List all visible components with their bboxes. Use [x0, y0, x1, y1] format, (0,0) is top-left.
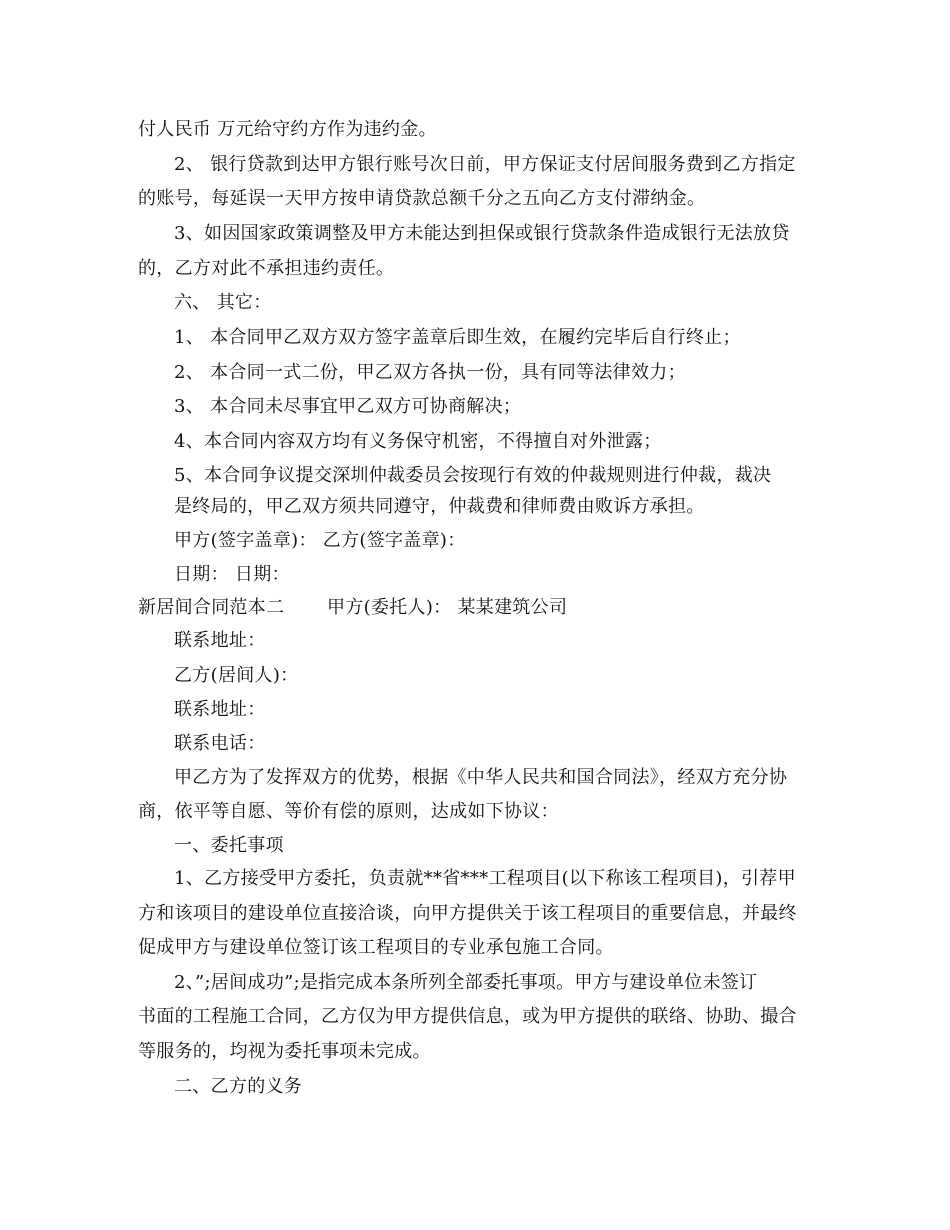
text-line: 2、 本合同一式二份，甲乙双方各执一份，具有同等法律效力；	[174, 362, 686, 383]
contract-title-line: 新居间合同范本二 甲方(委托人)： 某某建筑公司	[138, 597, 568, 618]
text-line: 联系地址：	[174, 699, 266, 720]
text-line: 书面的工程施工合同，乙方仅为甲方提供信息，或为甲方提供的联络、协助、撮合	[138, 1006, 797, 1027]
text-line: 是终局的，甲乙双方须共同遵守，仲裁费和律师费由败诉方承担。	[174, 496, 705, 517]
text-line: 商，依平等自愿、等价有偿的原则，达成如下协议：	[138, 801, 559, 822]
text-line: 1、乙方接受甲方委托，负责就**省***工程项目(以下称该工程项目)，引荐甲	[174, 868, 796, 889]
text-line: 的，乙方对此不承担违约责任。	[138, 258, 395, 279]
text-line: 3、 本合同未尽事宜甲乙双方可协商解决；	[174, 396, 522, 417]
section-heading: 一、委托事项	[174, 835, 284, 856]
text-line: 的账号，每延误一天甲方按申请贷款总额千分之五向乙方支付滞纳金。	[138, 188, 706, 209]
text-line: 1、 本合同甲乙双方双方签字盖章后即生效，在履约完毕后自行终止；	[174, 327, 741, 348]
text-line: 付人民币 万元给守约方作为违约金。	[138, 119, 437, 140]
text-line: 促成甲方与建设单位签订该工程项目的专业承包施工合同。	[138, 937, 614, 958]
text-line: 联系地址：	[174, 630, 266, 651]
text-line: 乙方(居间人)：	[174, 665, 299, 686]
text-line: 联系电话：	[174, 733, 266, 754]
text-line: 2、 银行贷款到达甲方银行账号次日前，甲方保证支付居间服务费到乙方指定	[174, 154, 796, 175]
text-line: 等服务的，均视为委托事项未完成。	[138, 1041, 431, 1062]
signature-line: 甲方(签字盖章)： 乙方(签字盖章)：	[174, 530, 466, 551]
text-line: 4、本合同内容双方均有义务保守机密，不得擅自对外泄露；	[174, 431, 662, 452]
text-line: 方和该项目的建设单位直接洽谈，向甲方提供关于该工程项目的重要信息，并最终	[138, 903, 797, 924]
text-line: 5、本合同争议提交深圳仲裁委员会按现行有效的仲裁规则进行仲裁，裁决	[174, 465, 772, 486]
date-line: 日期： 日期：	[174, 564, 290, 585]
section-heading: 六、 其它：	[174, 292, 272, 313]
section-heading: 二、乙方的义务	[174, 1076, 303, 1097]
text-line: 甲乙方为了发挥双方的优势，根据《中华人民共和国合同法》，经双方充分协	[174, 767, 788, 788]
text-line: 3、如因国家政策调整及甲方未能达到担保或银行贷款条件造成银行无法放贷	[174, 223, 790, 244]
text-line: 2、”;居间成功”;是指完成本条所列全部委托事项。甲方与建设单位未签订	[174, 972, 758, 993]
